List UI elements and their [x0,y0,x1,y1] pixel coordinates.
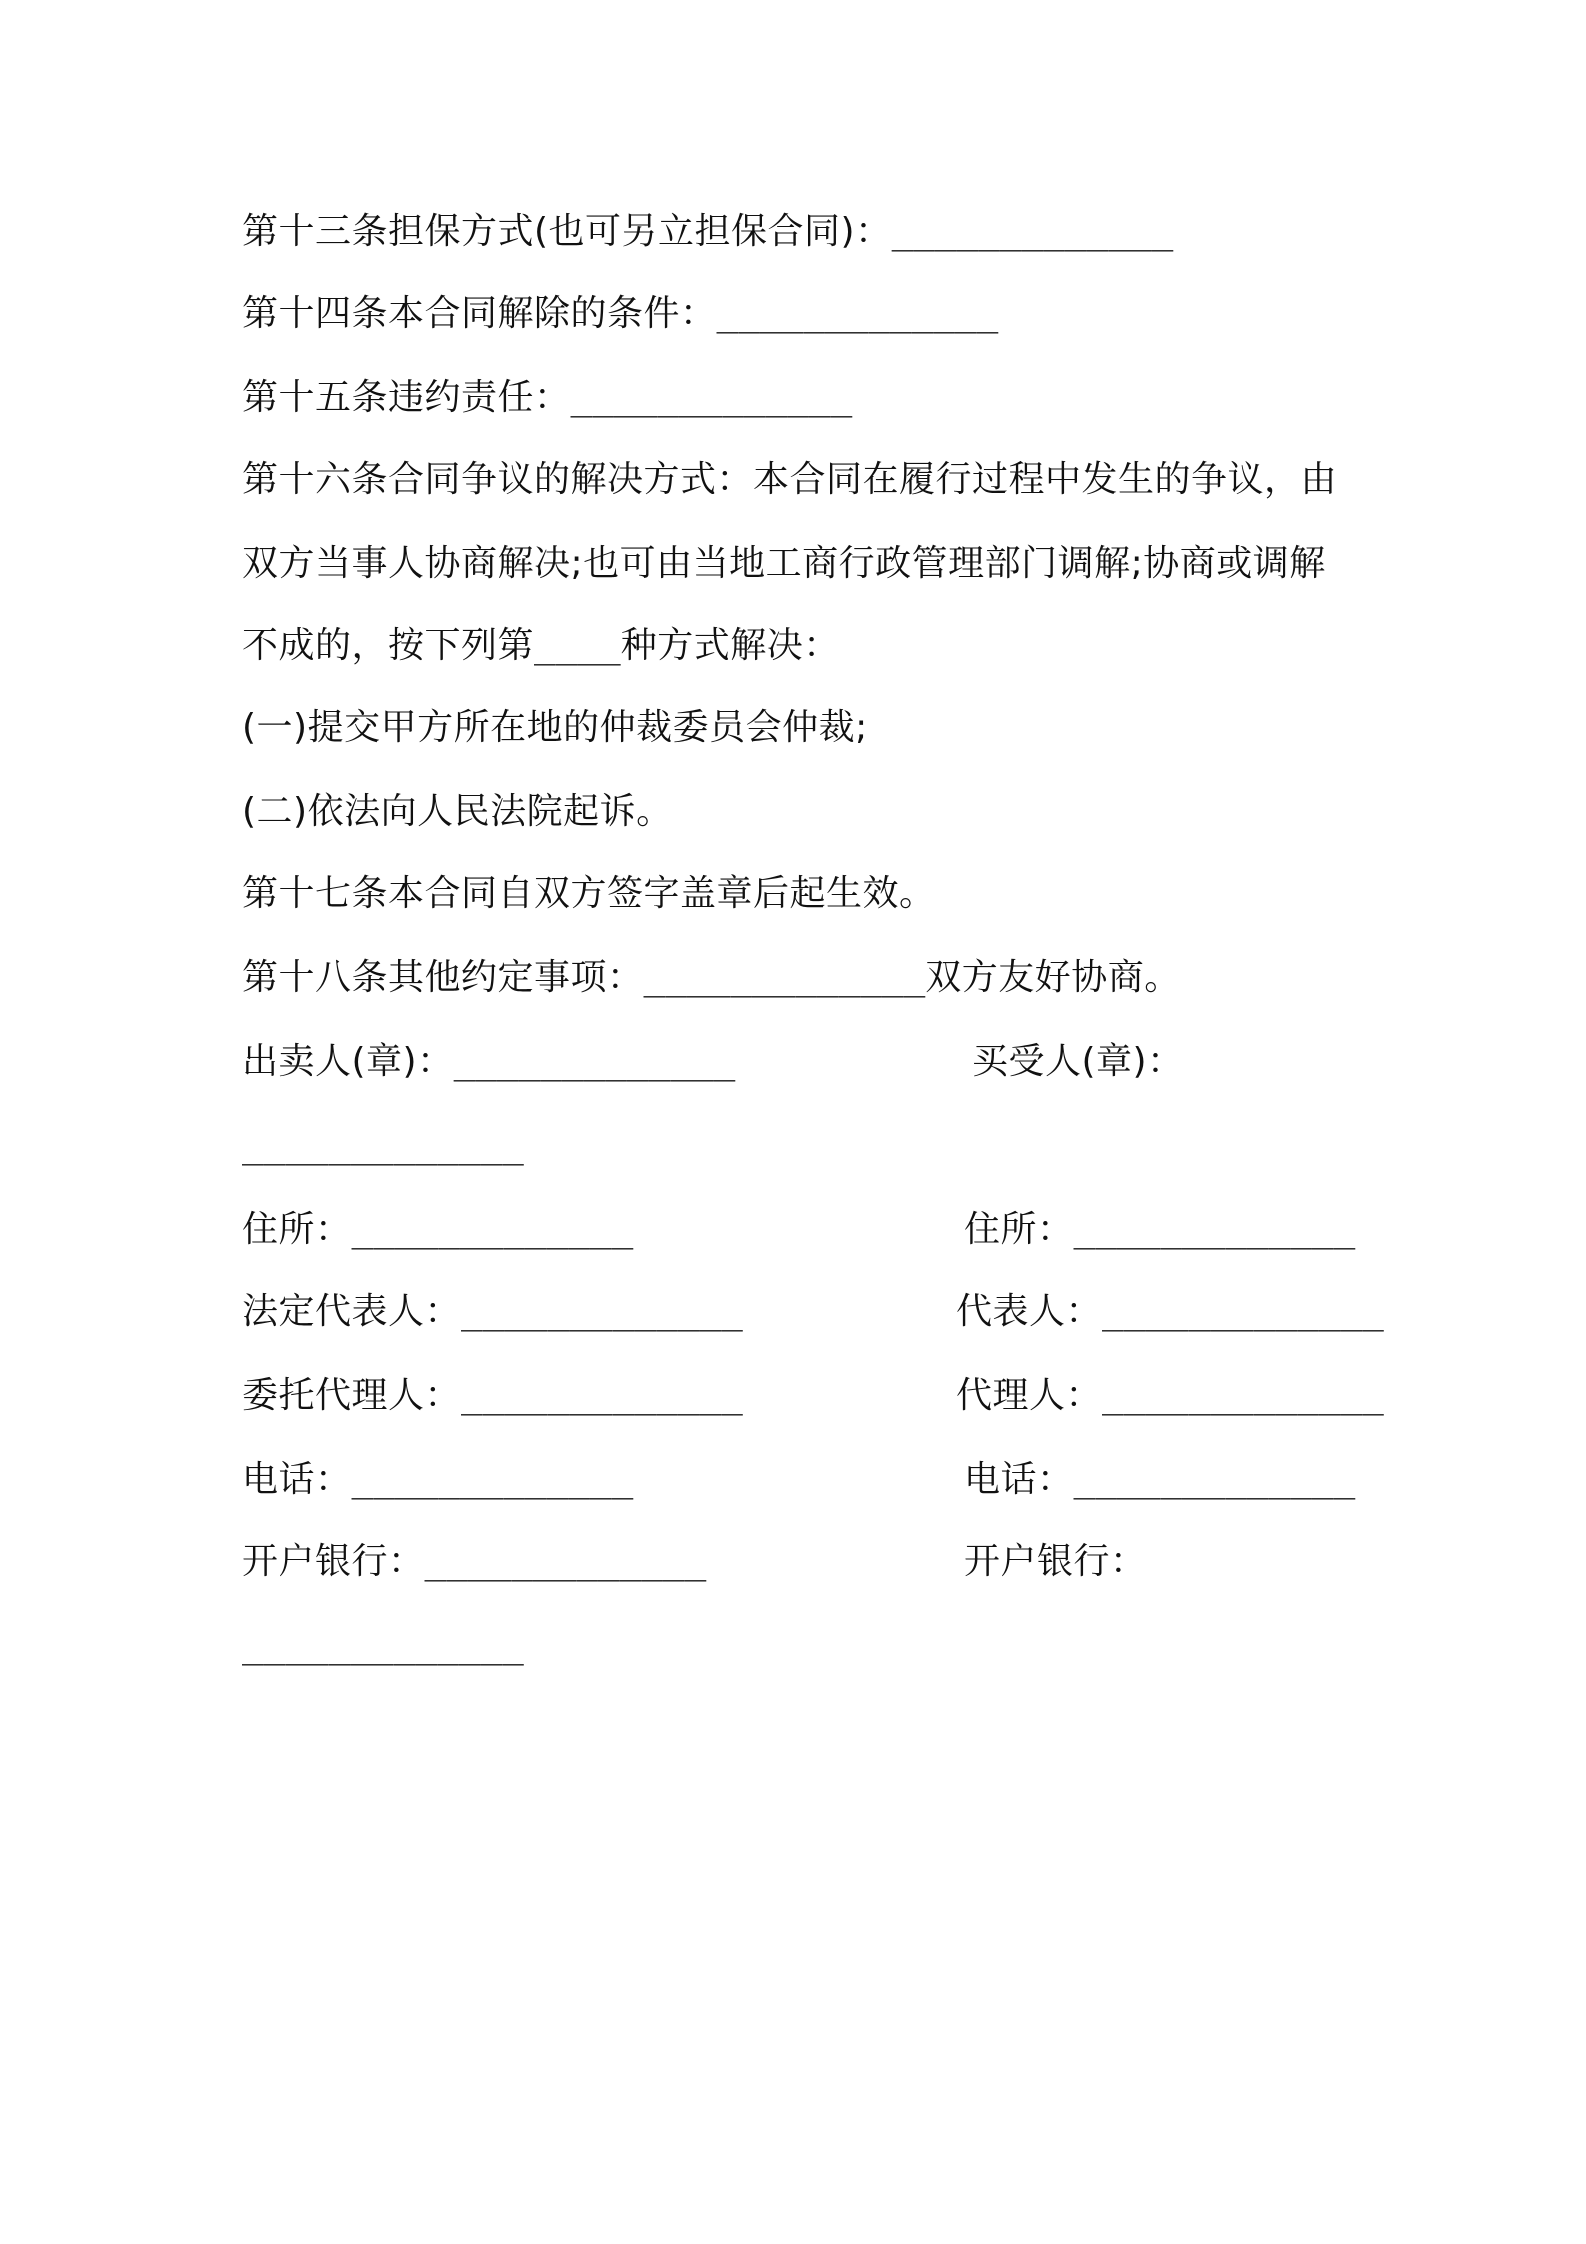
seller-legal-rep-label: 法定代表人： [242,1291,462,1332]
seller-agent-line [242,1374,743,1418]
seller-phone-label: 电话： [242,1459,352,1500]
seller-agent-blank: _____________ [461,1375,743,1416]
buyer-bank-blank: _____________ [242,1625,524,1666]
seller-label: 出卖人(章)： [242,1041,454,1082]
article-18-text-post: 双方友好协商。 [925,957,1181,998]
seller-legal-rep-line [242,1290,743,1334]
seller-address-line [242,1208,633,1252]
article-18-text-pre: 第十八条其他约定事项： [242,957,644,998]
article-16-line-3-post: 种方式解决： [620,625,840,666]
buyer-address-blank: _____________ [1073,1209,1356,1250]
buyer-address-label: 住所： [964,1209,1074,1250]
article-16-line-1: 第十六条合同争议的解决方式：本合同在履行过程中发生的争议，由 [242,459,1338,500]
article-13-text: 第十三条担保方式(也可另立担保合同)： [242,211,892,252]
article-16-option-1: (一)提交甲方所在地的仲裁委员会仲裁; [242,707,868,748]
buyer-phone-line [964,1458,1355,1502]
article-16-line-2: 双方当事人协商解决;也可由当地工商行政管理部门调解;协商或调解 [242,543,1326,584]
buyer-bank-blank-line [242,1624,524,1668]
buyer-seal-line [972,1040,1184,1084]
buyer-phone-label: 电话： [964,1459,1074,1500]
seller-bank-blank: _____________ [424,1541,707,1582]
article-18 [242,956,1181,1000]
article-13-blank: _____________ [891,211,1174,252]
seller-seal-line [242,1040,735,1084]
article-16-option-2: (二)依法向人民法院起诉。 [242,791,673,832]
buyer-phone-blank: _____________ [1073,1459,1356,1500]
buyer-bank-line [964,1540,1147,1584]
buyer-agent-line [956,1374,1384,1418]
article-15-text: 第十五条违约责任： [242,377,571,418]
article-16-line-3 [242,624,840,668]
seller-address-blank: _____________ [351,1209,634,1250]
article-14 [242,292,998,336]
buyer-agent-blank: _____________ [1102,1375,1384,1416]
article-15 [242,376,852,420]
buyer-label: 买受人(章)： [972,1041,1184,1082]
seller-bank-label: 开户银行： [242,1541,425,1582]
seller-agent-label: 委托代理人： [242,1375,462,1416]
article-17: 第十七条本合同自双方签字盖章后起生效。 [242,873,936,914]
article-16-line-3-pre: 不成的，按下列第 [242,625,535,666]
buyer-bank-label: 开户银行： [964,1541,1147,1582]
buyer-rep-line [956,1290,1384,1334]
seller-legal-rep-blank: _____________ [461,1291,743,1332]
buyer-seal-blank-line [242,1124,524,1168]
article-18-blank: _____________ [643,957,926,998]
buyer-rep-label: 代表人： [956,1291,1103,1332]
article-16-line-3-blank: ____ [534,625,621,666]
article-14-blank: _____________ [716,293,999,334]
seller-phone-blank: _____________ [351,1459,634,1500]
seller-blank: _____________ [453,1041,736,1082]
buyer-agent-label: 代理人： [956,1375,1103,1416]
article-15-blank: _____________ [570,377,853,418]
seller-bank-line [242,1540,706,1584]
seller-phone-line [242,1458,633,1502]
buyer-rep-blank: _____________ [1102,1291,1384,1332]
seller-address-label: 住所： [242,1209,352,1250]
buyer-address-line [964,1208,1355,1252]
buyer-blank: _____________ [242,1125,524,1166]
article-14-text: 第十四条本合同解除的条件： [242,293,717,334]
article-13 [242,210,1173,254]
